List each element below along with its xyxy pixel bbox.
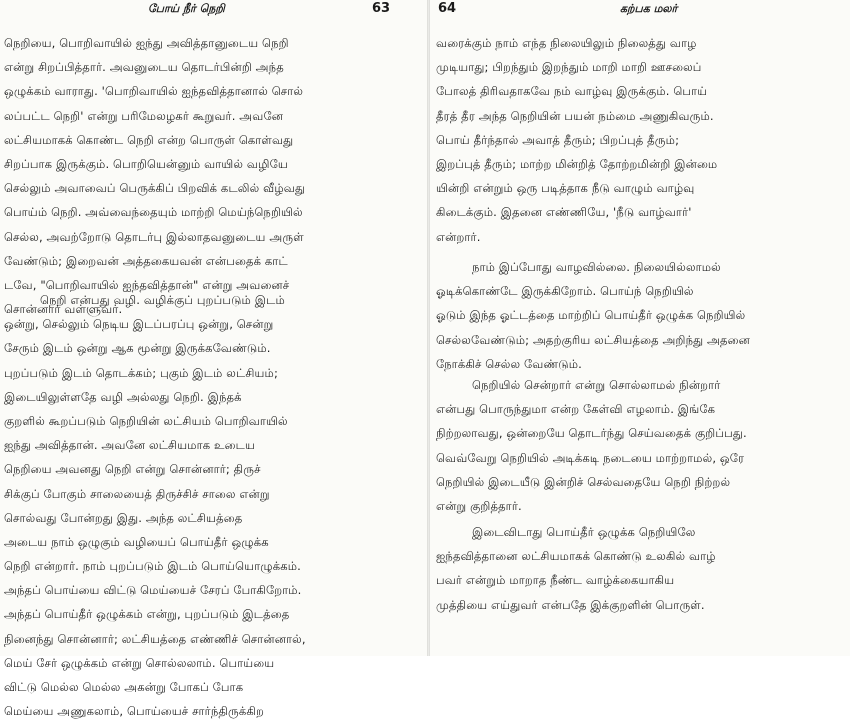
text-line: நெறி என்றார். நாம் புறப்படும் இடம் பொய்யொழுக்கம். [4, 559, 301, 574]
text-line: விட்டு மெல்ல மெல்ல அகன்று போகப் போக [4, 680, 244, 694]
text-line: இடைவிடாது பொய்தீர் ஒழுக்க நெறியிலே [472, 525, 696, 539]
text-line: சொல்வது போன்றது இது. அந்த லட்சியத்தை [4, 510, 243, 525]
text-line: ஒன்று, செல்லும் நெடிய இடப்பரப்பு ஒன்று, சென்று [4, 317, 274, 332]
text-line: நெறியில் சென்றார் என்று சொல்லாமல் நின்றார் [472, 378, 721, 392]
text-line: யின்றி என்றும் ஒரு படித்தாக நீடு வாழும் வாழ்வு [436, 181, 695, 196]
text-line: நெறியில் இடையீடு இன்றிச் செல்வதையே நெறி நிற்றல் [436, 474, 731, 489]
text-line: பவர் என்றும் மாறாத நீண்ட வாழ்க்கையாகிய [436, 573, 675, 588]
text-line: செல்ல, அவற்றோடு தொடர்பு இல்லாதவனுடைய அருள் [4, 229, 304, 244]
text-line: அடைய நாம் ஒழுகும் வழியைப் பொய்தீர் ஒழுக்க [4, 534, 269, 549]
page-number-right: 64 [438, 1, 457, 16]
text-line: ஓடிக்கொண்டே இருக்கிறோம். பொய்ந் நெறியில் [436, 284, 694, 299]
text-line: செல்லவேண்டும்; அதற்குரிய லட்சியத்தை அறிந்து அதனை [436, 332, 750, 347]
text-line: போலத் திரிவதாகவே நம் வாழ்வு இருக்கும். பொய் [436, 84, 708, 99]
text-line: பொய்ம் நெறி. அவ்வைந்தையும் மாற்றி மெய்ந்நெறியில் [4, 205, 303, 220]
right-page [430, 0, 850, 656]
text-line: செல்லும் அவாவைப் பெருக்கிப் பிறவிக் கடலில் வீழ்வது [4, 181, 306, 196]
text-line: நினைந்து சொன்னார்; லட்சியத்தை எண்ணிச் சொன்னால், [4, 631, 306, 646]
right-paragraph-2 [436, 255, 846, 376]
right-paragraph-1 [436, 31, 846, 249]
text-line: அந்தப் பொய்யை விட்டு மெய்யைச் சேரப் போகிறோம். [4, 583, 302, 598]
left-paragraph-2 [4, 288, 424, 723]
left-paragraph-1 [4, 31, 424, 321]
text-line: லப்பட்ட நெறி' என்று பரிமேலழகர் கூறுவர். அவனே [4, 108, 284, 123]
text-line: மெய் சேர் ஒழுக்கம் என்று சொல்லலாம். பொய்யை [4, 655, 275, 670]
running-head-right: கற்பக மலர் [620, 2, 678, 15]
text-line: என்று குறித்தார். [436, 498, 522, 513]
text-line: சிக்குப் போகும் சாலையைத் திருச்சிச் சாலை என்று [4, 486, 270, 501]
text-line: தீரத் தீர அந்த நெறியின் பயன் நம்மை அணுகிவரும். [436, 108, 714, 123]
text-line: இறப்புத் தீரும்; மாற்ற மின்றித் தோற்றமின்றி இன்மை [436, 156, 718, 171]
text-line: நோக்கிச் செல்ல வேண்டும். [436, 356, 582, 371]
page-number-left: 63 [372, 1, 391, 16]
text-line: முடியாது; பிறந்தும் இறந்தும் மாறி மாறி ஊசலைப் [436, 60, 702, 75]
text-line: டவே, "பொறிவாயில் ஐந்தவித்தான்" என்று அவனைச் [4, 277, 290, 292]
running-head-left: போய் நீர் நெறி [148, 2, 225, 15]
text-line: அந்தப் பொய்தீர் ஒழுக்கம் என்று, புறப்படும் இடத்தை [4, 607, 290, 622]
text-line: புறப்படும் இடம் தொடக்கம்; புகும் இடம் லட்சியம்; [4, 365, 278, 380]
text-line: வரைக்கும் நாம் எந்த நிலையிலும் நிலைத்து வாழ [436, 36, 697, 50]
text-line: நாம் இப்போது வாழவில்லை. நிலையில்லாமல் [472, 260, 721, 274]
text-line: சேரும் இடம் ஒன்று ஆக மூன்று இருக்கவேண்டும். [4, 341, 271, 356]
text-line: வேண்டும்; இறைவன் அத்தகையவன் என்பதைக் காட் [4, 253, 288, 268]
text-line: ஓடும் இந்த ஓட்டத்தை மாற்றிப் பொய்தீர் ஒழுக்க நெறியில் [436, 308, 746, 323]
text-line: சொன்னார் வள்ளுவர். [4, 302, 123, 317]
text-line: ஒழுக்கம் வாராது. 'பொறிவாயில் ஐந்தவித்தானால் சொல் [4, 84, 304, 99]
text-line: ஐந்தவித்தானை லட்சியமாகக் கொண்டு உலகில் வாழ் [436, 549, 716, 564]
text-line: நெறியை அவனது நெறி என்று சொன்னார்; திருச் [4, 462, 261, 477]
text-line: என்று சிறப்பித்தார். அவனுடைய தொடர்பின்றி அந்த [4, 60, 284, 75]
text-line: இடையிலுள்ளதே வழி அல்லது நெறி. இந்தக் [4, 389, 242, 404]
text-line: மெய்யை அணுகலாம், பொய்யைச் சார்ந்திருக்கிற [4, 704, 264, 719]
right-paragraph-4 [436, 520, 846, 617]
text-line: என்பது பொருந்துமா என்ற கேள்வி எழலாம். இங்கே [436, 402, 716, 417]
right-paragraph-3 [436, 373, 846, 518]
text-line: கிடைக்கும். இதனை எண்ணியே, 'நீடு வாழ்வார்' [436, 205, 692, 220]
text-line: பொய் தீர்ந்தால் அவாத் தீரும்; பிறப்புத் தீரும்; [436, 132, 680, 147]
text-line: குறளில் கூறப்படும் நெறியின் லட்சியம் பொறிவாயில் [4, 413, 288, 428]
text-line: என்றார். [436, 229, 481, 244]
text-line: ஐந்து அவித்தான். அவனே லட்சியமாக உடைய [4, 438, 255, 453]
text-line: சிறப்பாக இருக்கும். பொறியென்னும் வாயில் வழியே [4, 156, 288, 171]
text-line: வெவ்வேறு நெறியில் அடிக்கடி நடையை மாற்றாமல், ஒரே [436, 450, 745, 465]
text-line: நெறி என்பது வழி. வழிக்குப் புறப்படும் இடம் [40, 293, 285, 307]
text-line: நெறியை, பொறிவாயில் ஐந்து அவித்தானுடைய நெறி [4, 36, 289, 50]
text-line: லட்சியமாகக் கொண்ட நெறி என்ற பொருள் கொள்வது [4, 132, 294, 147]
text-line: நிற்றலாவது, ஒன்றையே தொடர்ந்து செய்வதைக் குறிப்பது. [436, 426, 747, 441]
text-line: முத்தியை எய்துவர் என்பதே இக்குறளின் பொருள். [436, 597, 705, 612]
